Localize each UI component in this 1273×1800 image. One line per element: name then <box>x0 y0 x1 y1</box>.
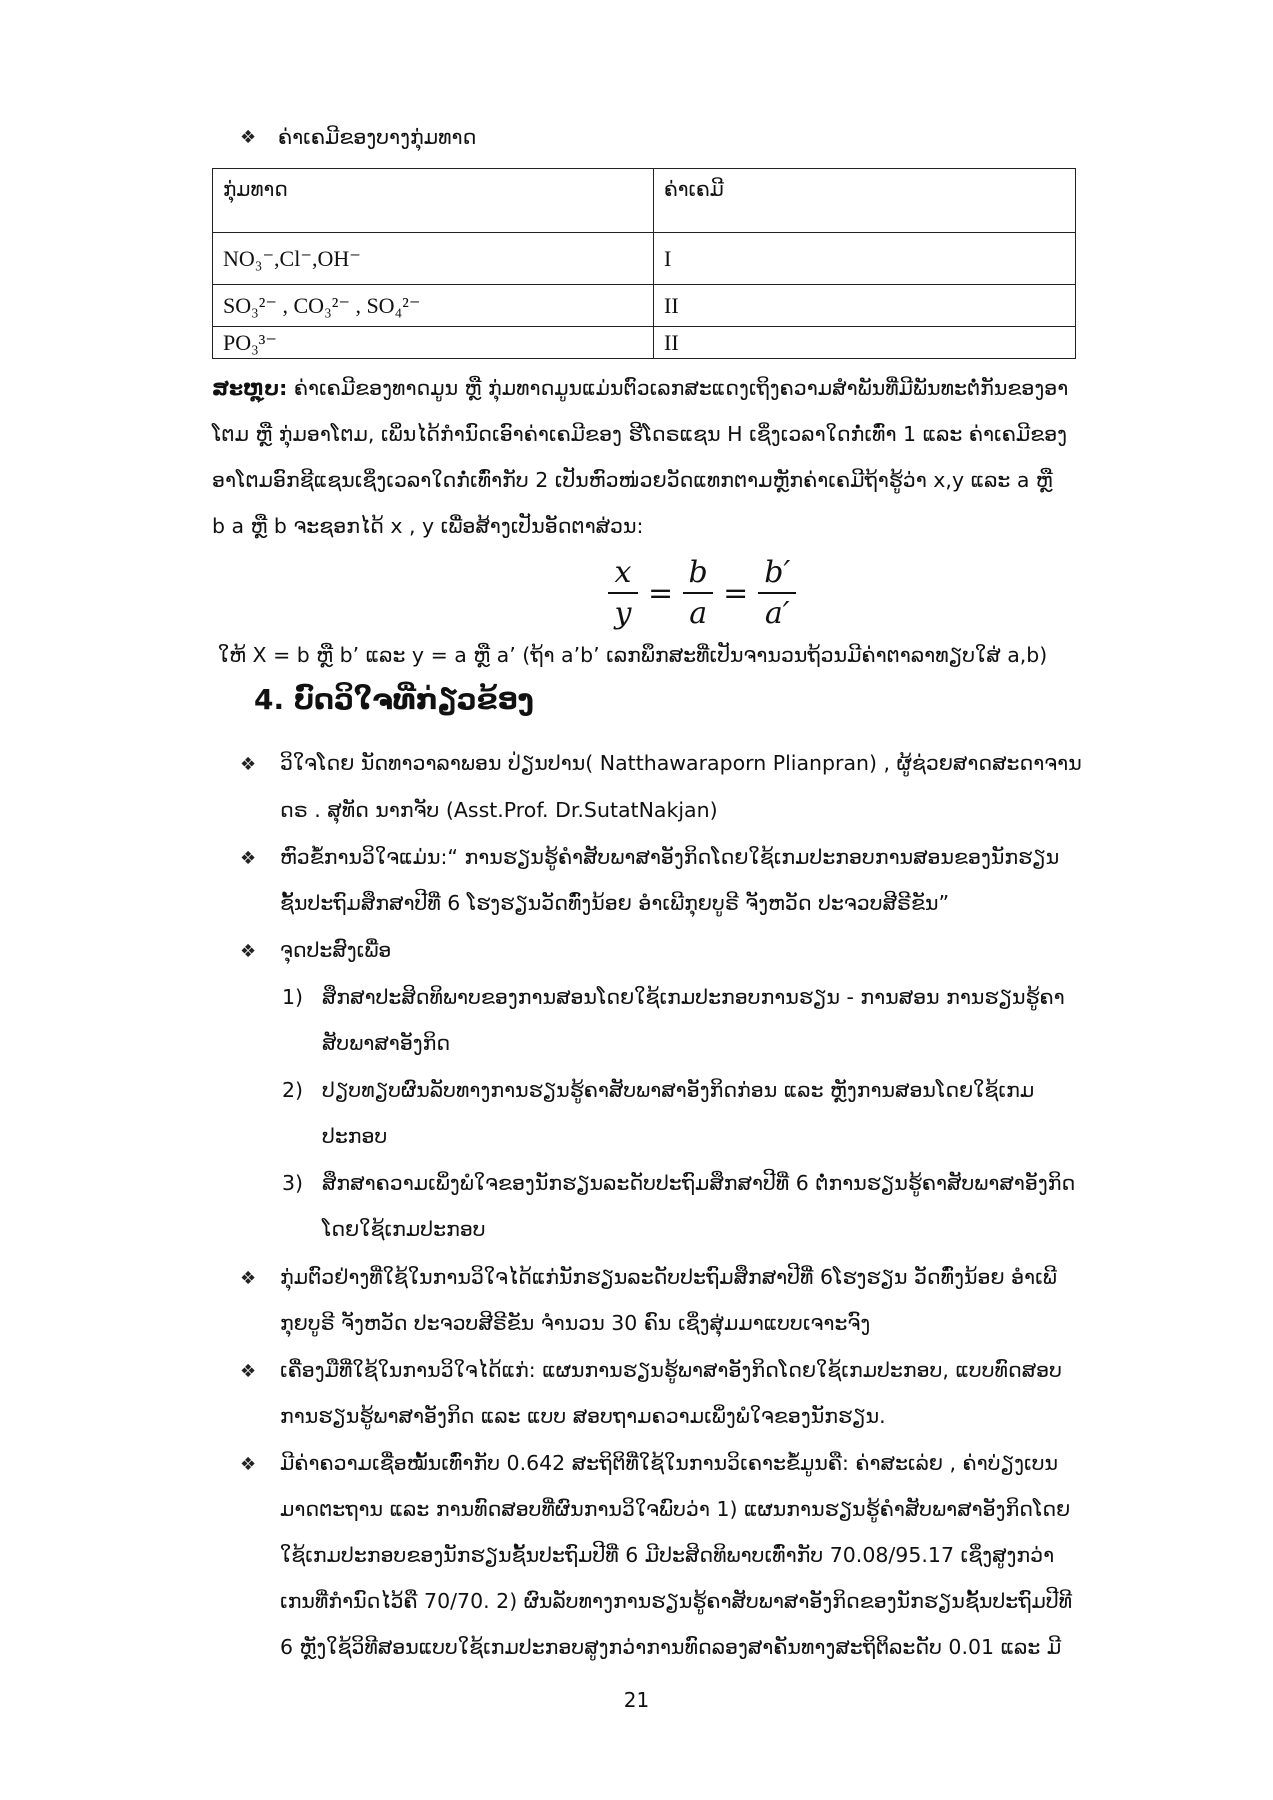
summary-line <box>212 373 1068 403</box>
fraction-bprime-aprime <box>758 555 796 631</box>
valence-cell: II <box>654 285 1076 327</box>
group-cell: PO₃³⁻ <box>213 327 654 359</box>
bullet-icon: ❖ <box>240 1268 257 1289</box>
bullet-icon: ❖ <box>240 941 257 962</box>
table-row <box>213 285 1076 327</box>
objective-text: ປຽບທຽບຜົນລັບທາງການຮຽນຮູ້ຄາສັບພາສາອັງກິດກ່ອນ ແລະ ຫຼັງການສອນໂດຍໃຊ້ເກມ <box>322 1078 1035 1102</box>
formula-note: ໃຫ້ X = b ຫຼື b’ ແລະ y = a ຫຼື a’ (ຖ້າ a’b’ ເລກພຶກສະທີ່ເປັນຈານວນຖ້ວນມີຄ່າຕາລາທຽບໃສ່ a,b) <box>218 643 1048 667</box>
equals-sign: = <box>723 575 749 611</box>
proportion-formula <box>608 555 796 631</box>
bullet-text: ເກນທີ່ກຳນົດໄວ້ຄື 70/70. 2) ຜົນລັບທາງການຮຽນຮູ້ຄາສັບພາສາອັງກິດຂອງນັກຮຽນຊັ້ນປະຖົມປີທີ <box>280 1589 1073 1613</box>
table-row <box>213 233 1076 285</box>
group-cell: NO₃⁻,Cl⁻,OH⁻ <box>213 233 654 285</box>
numerator: b′ <box>764 555 791 590</box>
bullet-text: ຈຸດປະສົງເພື່ອ <box>280 938 392 962</box>
bullet-text: ກຸຍບູຣີ ຈັງຫວັດ ປະຈວບສີຣີຂັນ ຈຳນວນ 30 ຄົນ ເຊິ່ງສຸ່ມມາແບບເຈາະຈົງ <box>280 1311 871 1335</box>
bullet-icon: ❖ <box>240 848 257 869</box>
bullet-icon: ❖ <box>240 127 257 148</box>
summary-label: ສະຫຼຸບ: <box>212 376 288 400</box>
objective-number: 3) <box>282 1171 304 1195</box>
objective-text: ໂດຍໃຊ້ເກມປະກອບ <box>322 1217 486 1241</box>
objective-number: 1) <box>282 985 304 1009</box>
bullet-icon: ❖ <box>240 1454 257 1475</box>
section-heading: 4. ບົດວິໃຈທີ່ກ່ຽວຂ້ອງ <box>254 683 534 716</box>
objective-number: 2) <box>282 1078 304 1102</box>
table-row <box>213 327 1076 359</box>
bullet-text: ກຸ່ມຕົວຢ່າງທີ່ໃຊ້ໃນການວິໃຈໄດ້ແກ່ນັກຮຽນລະດັບປະຖົມສຶກສາປີທີ່ 6ໂຮງຮຽນ ວັດທົ່ງນ້ອຍ ອຳເພີ <box>280 1265 1057 1289</box>
bullet-text: 6 ຫຼັງໃຊ້ວິທີສອນແບບໃຊ້ເກມປະກອບສູງກວ່າການທົດລອງສາຄັນທາງສະຖິຕິລະດັບ 0.01 ແລະ ມີ <box>280 1635 1062 1659</box>
group-cell: SO₃²⁻ , CO₃²⁻ , SO₄²⁻ <box>213 285 654 327</box>
numerator: b <box>688 555 708 590</box>
table-caption: ຄ່າເຄມີຂອງບາງກຸ່ມທາດ <box>278 125 477 149</box>
bullet-icon: ❖ <box>240 754 257 775</box>
bullet-icon: ❖ <box>240 1361 257 1382</box>
valence-cell: II <box>654 327 1076 359</box>
objective-text: ສັບພາສາອັງກິດ <box>322 1031 451 1055</box>
bullet-text: ຊັ້ນປະຖົມສຶກສາປີທີ່ 6 ໂຮງຮຽນວັດທົ່ງນ້ອຍ ອຳເພີກຸຍບູຣີ ຈັງຫວັດ ປະຈວບສີຣີຂັນ” <box>280 891 950 915</box>
objective-text: ສຶກສາປະສິດທິພາບຂອງການສອນໂດຍໃຊ້ເກມປະກອບການຮຽນ - ການສອນ ການຮຽນຮູ້ຄາ <box>322 985 1065 1009</box>
numerator: x <box>614 555 632 590</box>
bullet-text: ໃຊ້ເກມປະກອບຂອງນັກຮຽນຊັ້ນປະຖົມປີທີ່ 6 ມີປະສິດທິພາບເທົ່າກັບ 70.08/95.17 ເຊິ່ງສູງກວ່າ <box>280 1543 1055 1567</box>
summary-line: ອາໂຕມອົກຊີແຊນເຊິ່ງເວລາໃດກໍ່ເທົ່າກັບ 2 ເປັນຫົວໜ່ວຍວັດແທກຕາມຫຼັກຄ່າເຄມີຖ້າຮູ້ວ່າ x,y ແລະ a ຫຼື <box>212 468 1053 492</box>
bullet-text: ມາດຕະຖານ ແລະ ການທົດສອບທີ່ຜົນການວິໃຈພົບວ່າ 1) ແຜນການຮຽນຮູ້ຄຳສັບພາສາອັງກິດໂດຍ <box>280 1497 1071 1521</box>
bullet-text: ການຮຽນຮູ້ພາສາອັງກິດ ແລະ ແບບ ສອບຖາມຄວາມເພິ່ງພໍໃຈຂອງນັກຮຽນ. <box>280 1404 886 1428</box>
fraction-b-a <box>683 555 713 631</box>
summary-text: ຄ່າເຄມີຂອງທາດມູນ ຫຼື ກຸ່ມທາດມູນແມ່ນຕົວເລກສະແດງເຖິງຄວາມສຳພັນທີ່ມີພັນທະຕໍ່ກັນຂອງອາ <box>293 376 1069 400</box>
bullet-text: ດຣ . ສຸທັດ ນາກຈັບ (Asst.Prof. Dr.SutatNakjan) <box>280 798 718 822</box>
bullet-text: ຫົວຂໍ້ການວິໃຈແມ່ນ:“ ການຮຽນຮູ້ຄຳສັບພາສາອັງກິດໂດຍໃຊ້ເກມປະກອບການສອນຂອງນັກຮຽນ <box>280 845 1060 869</box>
bullet-text: ເຄື່ອງມືທີ່ໃຊ້ໃນການວິໃຈໄດ້ແກ່: ແຜນການຮຽນຮູ້ພາສາອັງກິດໂດຍໃຊ້ເກມປະກອບ, ແບບທົດສອບ <box>280 1358 1062 1382</box>
denominator: a′ <box>764 596 790 631</box>
denominator: y <box>614 596 632 631</box>
valence-cell: I <box>654 233 1076 285</box>
header-cell-group: ກຸ່ມທາດ <box>213 169 654 233</box>
bullet-text: ມີຄ່າຄວາມເຊື່ອໝັ້ນເທົ່າກັບ 0.642 ສະຖິຕິທີ່ໃຊ້ໃນການວິເຄາະຂໍ້ມູນຄື: ຄ່າສະເລ່ຍ , ຄ່າບ່ຽງເບນ <box>280 1451 1059 1475</box>
fraction-x-y <box>608 555 638 631</box>
valence-table <box>212 168 1076 359</box>
equals-sign: = <box>648 575 674 611</box>
header-cell-valence: ຄ່າເຄມີ <box>654 169 1076 233</box>
denominator: a <box>689 596 708 631</box>
objective-text: ສຶກສາຄວາມເພິ່ງພໍໃຈຂອງນັກຮຽນລະດັບປະຖົມສຶກສາປີທີ່ 6 ຕໍ່ການຮຽນຮູ້ຄາສັບພາສາອັງກິດ <box>322 1171 1076 1195</box>
objective-text: ປະກອບ <box>322 1124 388 1148</box>
summary-line: b a ຫຼື b ຈະຊອກໄດ້ x , y ເພື່ອສ້າງເປັນອັດຕາສ່ວນ: <box>212 514 644 538</box>
table-header-row <box>213 169 1076 233</box>
bullet-text: ວິໃຈໂດຍ ນັດທາວາລາພອນ ປ່ຽນປານ( Natthawaraporn Plianpran) , ຜູ້ຊ່ວຍສາດສະດາຈານ <box>280 751 1082 775</box>
page-number: 21 <box>623 1688 650 1712</box>
summary-line: ໂຕມ ຫຼື ກຸ່ມອາໂຕມ, ເພິ່ນໄດ້ກຳນົດເອົາຄ່າເຄມີຂອງ ຮີໂດຣແຊນ H ເຊິ່ງເວລາໃດກໍ່ເທົ່າ 1 ແລະ ຄ່າເຄມີຂອງ <box>212 422 1068 446</box>
